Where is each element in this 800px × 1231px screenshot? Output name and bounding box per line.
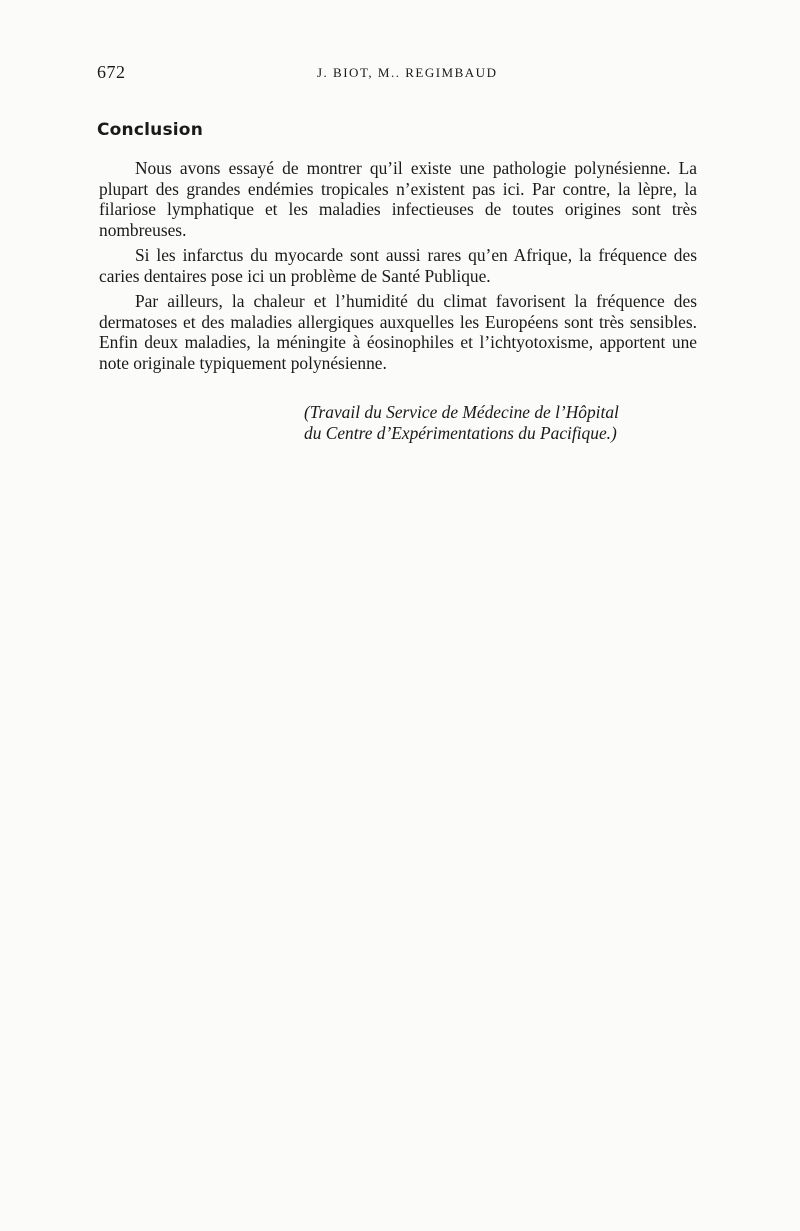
body-text	[99, 158, 697, 378]
section-heading: Conclusion	[97, 120, 203, 140]
attribution-note	[304, 402, 704, 444]
paragraph: Par ailleurs, la chaleur et l’humidité du climat favorisent la fréquence des dermatoses et des maladies allergiques auxquelles les Européens sont très sensibles. Enfin deux maladies, la méningite à éosinophiles et l’ichtyotoxisme, apportent une note originale typiquement polynésienne.	[99, 291, 697, 373]
paragraph: Si les infarctus du myocarde sont aussi rares qu’en Afrique, la fréquence des caries dentaires pose ici un problème de Santé Publique.	[99, 245, 697, 286]
attribution-line: du Centre d’Expérimentations du Pacifique.)	[304, 423, 617, 443]
paragraph: Nous avons essayé de montrer qu’il existe une pathologie polynésienne. La plupart des grandes endémies tropicales n’existent pas ici. Par contre, la lèpre, la filariose lymphatique et les maladies infectieuses de toutes origines sont très nombreuses.	[99, 158, 697, 240]
running-header-authors: J. BIOT, M.. REGIMBAUD	[317, 65, 498, 80]
attribution-line: (Travail du Service de Médecine de l’Hôpital	[304, 402, 619, 422]
running-header	[97, 62, 697, 86]
page-number: 672	[97, 62, 126, 82]
